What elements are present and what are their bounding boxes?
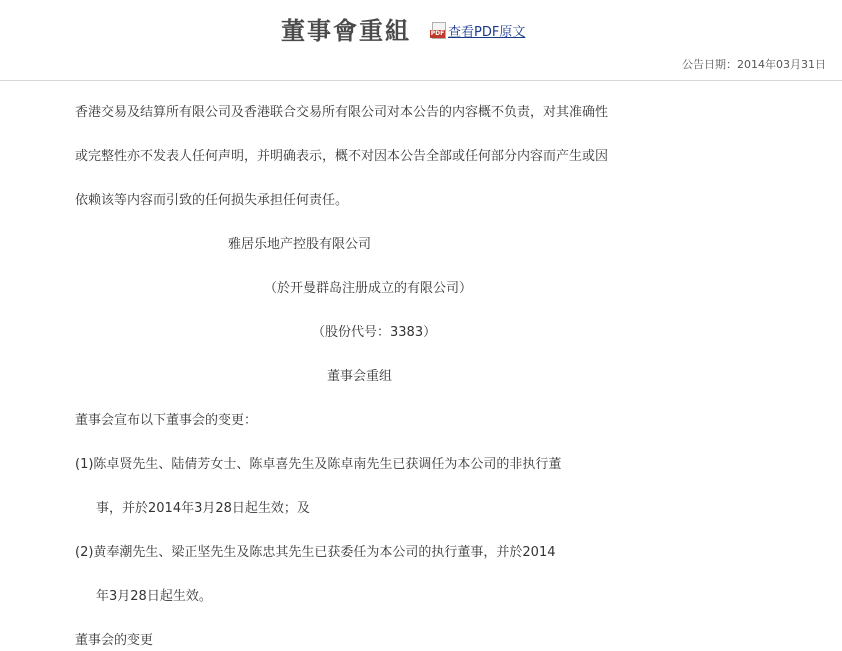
disclaimer-line-1: 香港交易及结算所有限公司及香港联合交易所有限公司对本公告的内容概不负责，对其准确性 <box>75 105 609 120</box>
announcement-date: 公告日期：2014年03月31日 <box>682 58 826 71</box>
item-1-line-2: 事，并於2014年3月28日起生效；及 <box>96 501 310 516</box>
company-name: 雅居乐地产控股有限公司 <box>228 237 372 252</box>
item-1-line-1: (1)陈卓贤先生、陆倩芳女士、陈卓喜先生及陈卓南先生已获调任为本公司的非执行董 <box>75 457 562 472</box>
pdf-icon-label: PDF <box>430 29 445 37</box>
board-announcement-intro: 董事会宣布以下董事会的变更： <box>75 413 258 428</box>
pdf-icon <box>430 22 446 40</box>
incorporation-note: （於开曼群岛注册成立的有限公司） <box>264 281 473 296</box>
view-pdf-link[interactable] <box>430 21 525 40</box>
announcement-header <box>0 0 842 52</box>
view-pdf-label[interactable]: 查看PDF原文 <box>448 25 526 40</box>
item-2-line-1: (2)黄奉潮先生、梁正坚先生及陈忠其先生已获委任为本公司的执行董事，并於2014 <box>75 545 556 560</box>
changes-heading: 董事会的变更 <box>75 633 154 648</box>
disclaimer-line-2: 或完整性亦不发表人任何声明，并明确表示，概不对因本公告全部或任何部分内容而产生或因 <box>75 149 609 164</box>
disclaimer-line-3: 依赖该等内容而引致的任何损失承担任何责任。 <box>75 193 349 208</box>
date-bar <box>0 52 842 81</box>
stock-code: （股份代号：3383） <box>312 325 437 340</box>
item-2-line-2: 年3月28日起生效。 <box>96 589 212 604</box>
section-title: 董事会重组 <box>327 369 393 384</box>
page-title: 董事會重組 <box>281 17 411 45</box>
